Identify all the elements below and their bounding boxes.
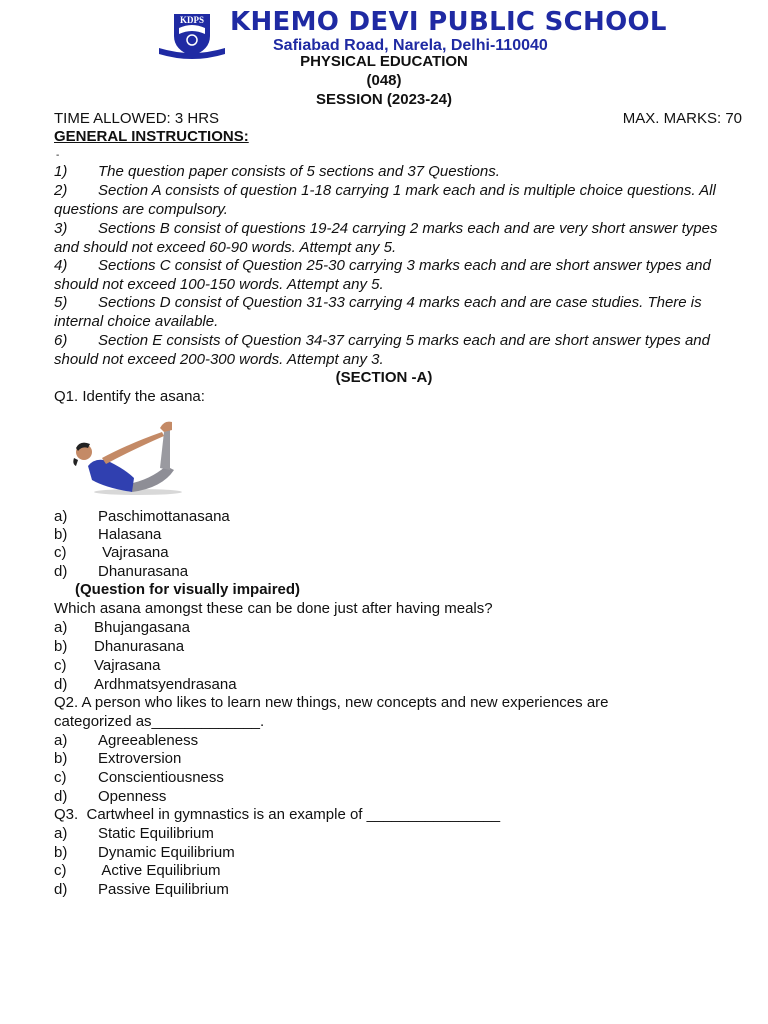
dhanurasana-illustration [66, 418, 188, 500]
max-marks: MAX. MARKS: 70 [622, 110, 742, 127]
instruction-item: 3) Sections B consist of questions 19-24 carrying 2 marks each and are very short answer types and should not exceed 60-90 words. Attempt any 5. [54, 220, 718, 256]
instruction-item: 1) The question paper consists of 5 sections and 37 Questions. [54, 163, 500, 180]
q3-option-b: b) Dynamic Equilibrium [54, 844, 235, 861]
instruction-item: 2) Section A consists of question 1-18 carrying 1 mark each and is multiple choice questions. All questions are compulsory. [54, 182, 716, 218]
q2-option-d: d) Openness [54, 788, 167, 805]
instructions-heading: GENERAL INSTRUCTIONS: [54, 128, 249, 145]
q1-option-a: a) Paschimottanasana [54, 508, 230, 525]
q3-option-c: c) Active Equilibrium [54, 862, 221, 879]
stray-mark: - [56, 150, 60, 161]
q2-option-c: c) Conscientiousness [54, 769, 224, 786]
q1-option-d: d) Dhanurasana [54, 563, 189, 580]
q3-option-d: d) Passive Equilibrium [54, 881, 229, 898]
school-address: Safiabad Road, Narela, Delhi-110040 [273, 37, 548, 54]
school-name: KHEMO DEVI PUBLIC SCHOOL [230, 7, 667, 37]
vi-option-b: b) Dhanurasana [54, 638, 185, 655]
q2-option-b: b) Extroversion [54, 750, 182, 767]
q2-option-a: a) Agreeableness [54, 732, 199, 749]
question-1: Q1. Identify the asana: [54, 388, 205, 405]
instruction-item: 6) Section E consists of Question 34-37 carrying 5 marks each and are short answer types and should not exceed 200-300 words. Attempt any 3. [54, 332, 710, 368]
question-2-line2: categorized as_____________. [54, 713, 265, 730]
q1-option-c: c) Vajrasana [54, 544, 169, 561]
q3-option-a: a) Static Equilibrium [54, 825, 214, 842]
question-3: Q3. Cartwheel in gymnastics is an example of ________________ [54, 806, 501, 823]
instruction-item: 5) Sections D consist of Question 31-33 carrying 4 marks each and are case studies. There is internal choice available. [54, 294, 702, 330]
time-allowed: TIME ALLOWED: 3 HRS [54, 110, 220, 127]
logo-text: KDPS [179, 15, 205, 25]
vi-option-a: a) Bhujangasana [54, 619, 190, 636]
q1-option-b: b) Halasana [54, 526, 162, 543]
section-a-heading: (SECTION -A) [335, 369, 433, 386]
session-label: SESSION (2023-24) [316, 91, 452, 108]
subject-code: (048) [366, 72, 402, 89]
visually-impaired-question: Which asana amongst these can be done just after having meals? [54, 600, 493, 617]
vi-option-d: d) Ardhmatsyendrasana [54, 676, 237, 693]
question-2-line1: Q2. A person who likes to learn new things, new concepts and new experiences are [54, 694, 609, 711]
visually-impaired-label: (Question for visually impaired) [75, 581, 301, 598]
vi-option-c: c) Vajrasana [54, 657, 161, 674]
instruction-item: 4) Sections C consist of Question 25-30 carrying 3 marks each and are short answer types and should not exceed 100-150 words. Attempt any 5. [54, 257, 711, 293]
subject-title: PHYSICAL EDUCATION [300, 53, 468, 70]
